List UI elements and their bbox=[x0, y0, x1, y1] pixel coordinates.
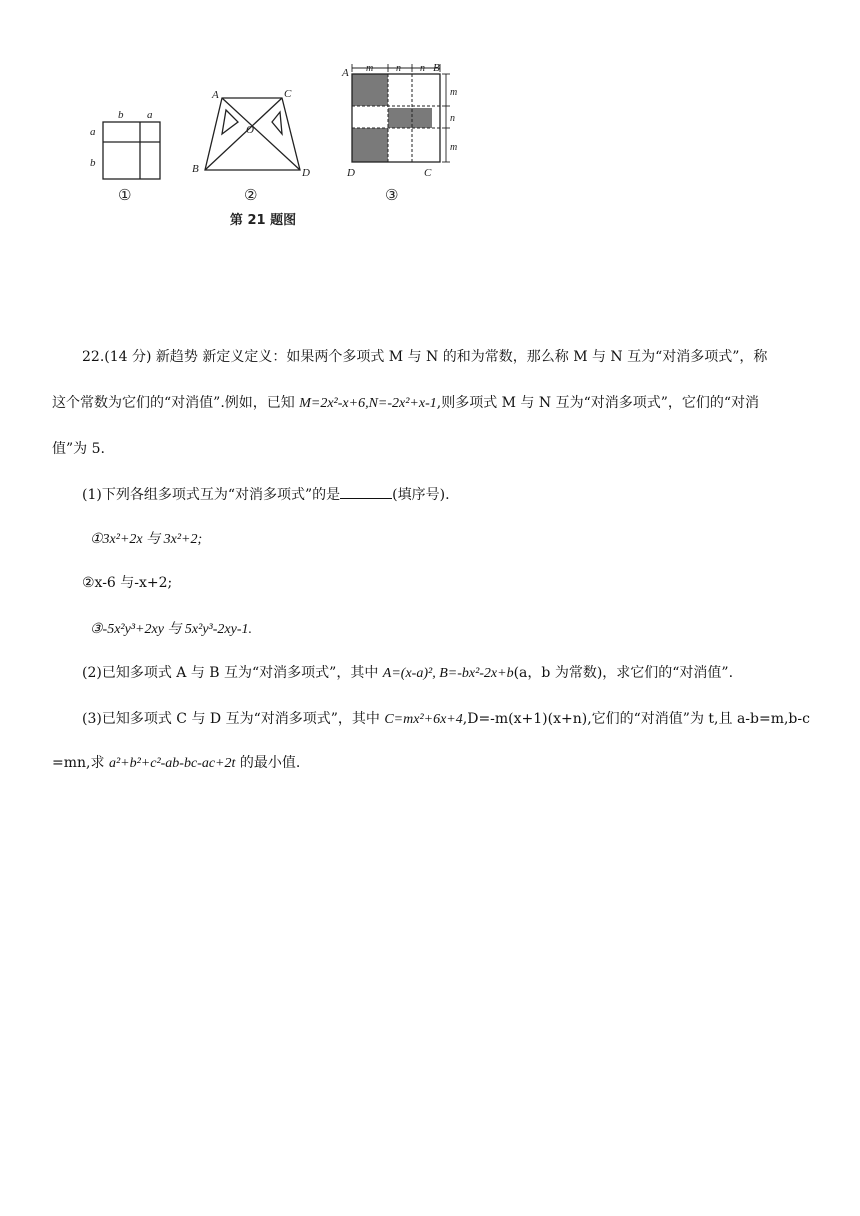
fig3-label-m-right1: m bbox=[450, 87, 458, 98]
question-3-text-b: ,D=-m(x+1)(x+n),它们的“对消值”为 t,且 a-b=m,b-c bbox=[462, 711, 810, 727]
option-3-right: 5x²y³-2xy-1. bbox=[184, 622, 252, 637]
problem-line2-text-a: 这个常数为它们的“对消值”.例如，已知 bbox=[52, 395, 300, 411]
question-3-target-expression: a²+b²+c²-ab-bc-ac+2t bbox=[108, 756, 236, 771]
fig3-label-n2-top: n bbox=[420, 63, 425, 74]
question-3-formula: C=mx²+6x+4 bbox=[384, 712, 463, 727]
fig2-right-ruler bbox=[272, 112, 282, 134]
fig3-label-b: B bbox=[433, 62, 440, 74]
fig2-label-a: A bbox=[212, 89, 219, 101]
question-3 bbox=[82, 712, 810, 727]
example-formula: M=2x²-x+6,N=-2x²+x-1 bbox=[299, 396, 437, 411]
fig1-number: ① bbox=[118, 186, 132, 204]
fig2-label-b: B bbox=[192, 163, 199, 175]
figure-1-square bbox=[103, 122, 160, 179]
fig3-shade-middle bbox=[388, 108, 432, 128]
fig2-diagonal-cb bbox=[205, 98, 282, 170]
question-1-suffix: (填序号). bbox=[392, 487, 450, 503]
option-2 bbox=[82, 576, 172, 590]
figures-area bbox=[0, 0, 860, 240]
fig3-shade-bottom-left bbox=[352, 128, 388, 162]
option-2-text: ②x-6 与-x+2; bbox=[82, 575, 173, 591]
figure-3-grid bbox=[352, 64, 450, 162]
fig3-label-a: A bbox=[342, 67, 349, 79]
problem-line-3 bbox=[52, 442, 105, 456]
question-3-cont-text-a: =mn,求 bbox=[52, 755, 109, 771]
fig1-label-left-a: a bbox=[90, 126, 96, 138]
question-2-text-b: (a，b 为常数)，求它们的“对消值”. bbox=[513, 665, 734, 681]
fig2-diagonal-ad bbox=[222, 98, 300, 170]
fig3-label-m-right2: m bbox=[450, 142, 458, 153]
question-2-formula: A=(x-a)², B=-bx²-2x+b bbox=[382, 666, 514, 681]
fig2-label-c: C bbox=[284, 88, 292, 100]
question-3-cont-text-b: 的最小值. bbox=[235, 755, 301, 771]
problem-line-2 bbox=[52, 396, 759, 411]
fig2-label-d: D bbox=[302, 167, 310, 179]
fig3-label-m-top: m bbox=[366, 63, 374, 74]
problem-line-1 bbox=[82, 350, 767, 364]
fig1-label-top-a: a bbox=[147, 109, 153, 121]
fig2-number: ② bbox=[244, 186, 258, 204]
fig1-label-left-b: b bbox=[90, 157, 96, 169]
problem-intro-text: 22.(14 分) 新趋势 新定义定义：如果两个多项式 M 与 N 的和为常数，那么称 M 与 N 互为“对消多项式”，称 bbox=[82, 349, 768, 365]
fig3-label-d: D bbox=[347, 167, 355, 179]
option-1-right: 3x²+2; bbox=[163, 532, 203, 547]
fig3-label-n1-top: n bbox=[396, 63, 401, 74]
fig1-label-top-b: b bbox=[118, 109, 124, 121]
option-3-left: ③-5x²y³+2xy 与 bbox=[90, 622, 185, 637]
problem-line3-text: 值”为 5. bbox=[52, 441, 105, 457]
figures-svg bbox=[0, 0, 860, 240]
figure-caption: 第 21 题图 bbox=[229, 213, 297, 228]
fig3-label-n-right: n bbox=[450, 113, 455, 124]
fig3-number: ③ bbox=[385, 186, 399, 204]
fig2-left-ruler bbox=[222, 110, 238, 134]
question-3-continued bbox=[52, 756, 300, 771]
question-2 bbox=[82, 666, 733, 681]
question-3-text-a: (3)已知多项式 C 与 D 互为“对消多项式”，其中 bbox=[82, 711, 385, 727]
question-2-text-a: (2)已知多项式 A 与 B 互为“对消多项式”，其中 bbox=[82, 665, 383, 681]
fig2-label-o: O bbox=[246, 124, 254, 136]
answer-blank[interactable] bbox=[340, 486, 392, 499]
option-1 bbox=[90, 532, 202, 547]
fig3-label-c: C bbox=[424, 167, 432, 179]
question-1-text: (1)下列各组多项式互为“对消多项式”的是 bbox=[82, 487, 341, 503]
question-1 bbox=[82, 486, 450, 502]
problem-line2-text-b: ,则多项式 M 与 N 互为“对消多项式”，它们的“对消 bbox=[436, 395, 760, 411]
fig3-shade-top-left bbox=[352, 74, 388, 106]
fig1-outer-square bbox=[103, 122, 160, 179]
option-3 bbox=[90, 622, 252, 637]
option-1-left: ①3x²+2x 与 bbox=[90, 532, 164, 547]
